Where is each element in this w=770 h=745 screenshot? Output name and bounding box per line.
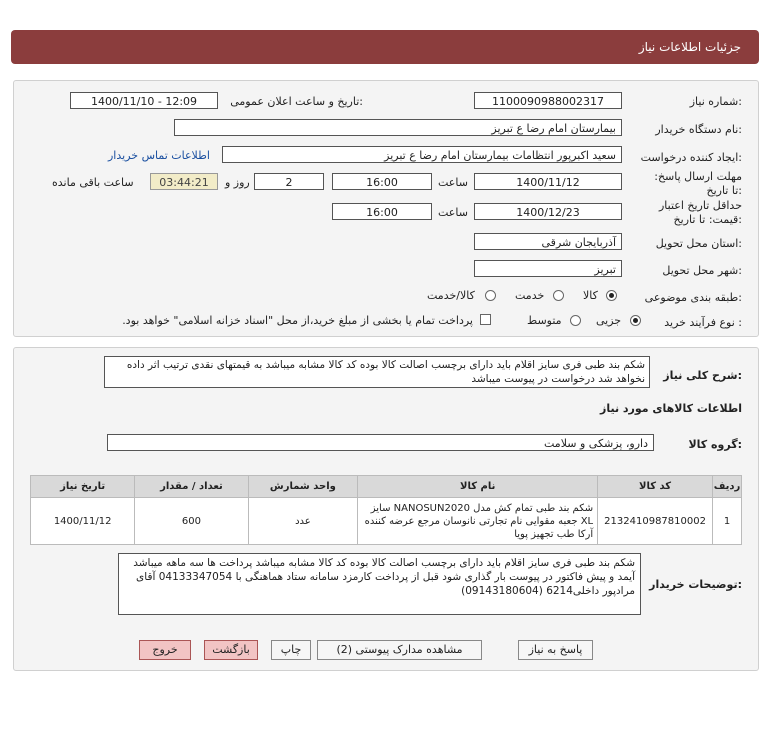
category-option-service: خدمت: [515, 289, 545, 302]
back-button[interactable]: بازگشت: [204, 640, 258, 660]
exit-button[interactable]: خروج: [139, 640, 191, 660]
goods-group-field: دارو، پزشکی و سلامت: [107, 434, 654, 451]
treasury-payment-checkbox[interactable]: [480, 314, 491, 325]
province-label: استان محل تحویل:: [655, 237, 742, 250]
table-row: [31, 498, 742, 545]
page-header: [11, 30, 759, 64]
cell-unit: عدد: [248, 498, 358, 545]
col-header-row: ردیف: [713, 476, 742, 498]
process-option-minor: جزیی: [596, 314, 622, 327]
city-label: شهر محل تحویل:: [662, 264, 742, 277]
items-table: [30, 475, 742, 545]
reply-button[interactable]: پاسخ به نیاز: [518, 640, 593, 660]
announce-field: 1400/11/10 - 12:09: [70, 92, 218, 109]
page-title: جزئیات اطلاعات نیاز: [638, 40, 741, 54]
process-option-medium: متوسط: [527, 314, 562, 327]
cell-date: 1400/11/12: [31, 498, 135, 545]
goods-section-title: اطلاعات کالاهای مورد نیاز: [600, 402, 742, 415]
process-radio-minor[interactable]: [630, 315, 641, 329]
deadline-date-field: 1400/11/12: [474, 173, 622, 190]
need-number-label: شماره نیاز:: [689, 95, 742, 108]
col-header-unit: واحد شمارش: [248, 476, 358, 498]
remaining-label: ساعت باقی مانده: [52, 176, 134, 189]
deadline-time-word: ساعت: [438, 176, 468, 189]
summary-label: شرح کلی نیاز:: [663, 369, 742, 382]
cell-row: 1: [713, 498, 742, 545]
table-header-row: [31, 476, 742, 498]
province-field: آذربایجان شرقی: [474, 233, 622, 250]
cell-qty: 600: [135, 498, 248, 545]
col-header-code: کد کالا: [598, 476, 713, 498]
payment-note: پرداخت تمام یا بخشی از مبلغ خرید،از محل "اسناد خزانه اسلامی" خواهد بود.: [122, 314, 473, 327]
col-header-date: تاریخ نیاز: [31, 476, 135, 498]
validity-time-field: 16:00: [332, 203, 432, 220]
validity-date-field: 1400/12/23: [474, 203, 622, 220]
cell-name: شکم بند طبی تمام کش مدل NANOSUN2020 سایز XL جعبه مقوایی نام تجارتی نانوسان مرجع عرضه کننده آرکا طب تجهیز پویا: [358, 498, 598, 545]
col-header-qty: تعداد / مقدار: [135, 476, 248, 498]
process-radio-medium[interactable]: [570, 315, 581, 329]
deadline-time-field: 16:00: [332, 173, 432, 190]
city-field: تبریز: [474, 260, 622, 277]
category-radio-goods[interactable]: [606, 290, 617, 304]
creator-field: سعید اکبرپور انتظامات بیمارستان امام رضا ع تبریز: [222, 146, 622, 163]
days-word: روز و: [225, 176, 250, 189]
days-field: 2: [254, 173, 324, 190]
category-option-goods-service: کالا/خدمت: [427, 289, 475, 302]
category-radio-service[interactable]: [553, 290, 564, 304]
summary-text: شکم بند طبی فری سایز اقلام باید دارای برچسب اصالت کالا بوده کد کالا مشابه میباشد به قیمتهای نقدی ترتیب اثر داده نخواهد شد درخواست در پیوست میباشد: [104, 356, 650, 388]
category-label: طبقه بندی موضوعی:: [644, 291, 742, 304]
validity-label: حداقل تاریخ اعتبار قیمت: تا تاریخ:: [658, 199, 742, 226]
remaining-timer: 03:44:21: [150, 173, 218, 190]
buyer-contact-link[interactable]: اطلاعات تماس خریدار: [108, 149, 210, 162]
creator-label: ایجاد کننده درخواست:: [640, 151, 742, 164]
category-radio-goods-service[interactable]: [485, 290, 496, 304]
buyer-notes-label: توضیحات خریدار:: [649, 578, 742, 591]
col-header-name: نام کالا: [358, 476, 598, 498]
buyer-field: بیمارستان امام رضا ع تبریز: [174, 119, 622, 136]
print-button[interactable]: چاپ: [271, 640, 311, 660]
buyer-notes-text: شکم بند طبی فری سایز اقلام باید دارای برچسب اصالت کالا بوده کد کالا مشابه میباشد پرداخت ها سه ماهه میباشد آیمد و پیش فاکتور در پیوست بار گذاری شود قبل از پرداخت کارمزد سامانه ستاد هماهنگی با 04133347054 آقای مرادپور داخلی6214 (09143180604): [118, 553, 641, 615]
category-option-goods: کالا: [583, 289, 598, 302]
announce-label: تاریخ و ساعت اعلان عمومی:: [230, 95, 363, 108]
cell-code: 2132410987810002: [598, 498, 713, 545]
validity-time-word: ساعت: [438, 206, 468, 219]
deadline-label: مهلت ارسال پاسخ: تا تاریخ:: [654, 170, 742, 197]
need-number-field: 1100090988002317: [474, 92, 622, 109]
buyer-label: نام دستگاه خریدار:: [655, 123, 742, 136]
goods-group-label: گروه کالا:: [688, 438, 742, 451]
process-label: نوع فرآیند خرید :: [664, 316, 742, 329]
view-attachments-button[interactable]: مشاهده مدارک پیوستی (2): [317, 640, 482, 660]
